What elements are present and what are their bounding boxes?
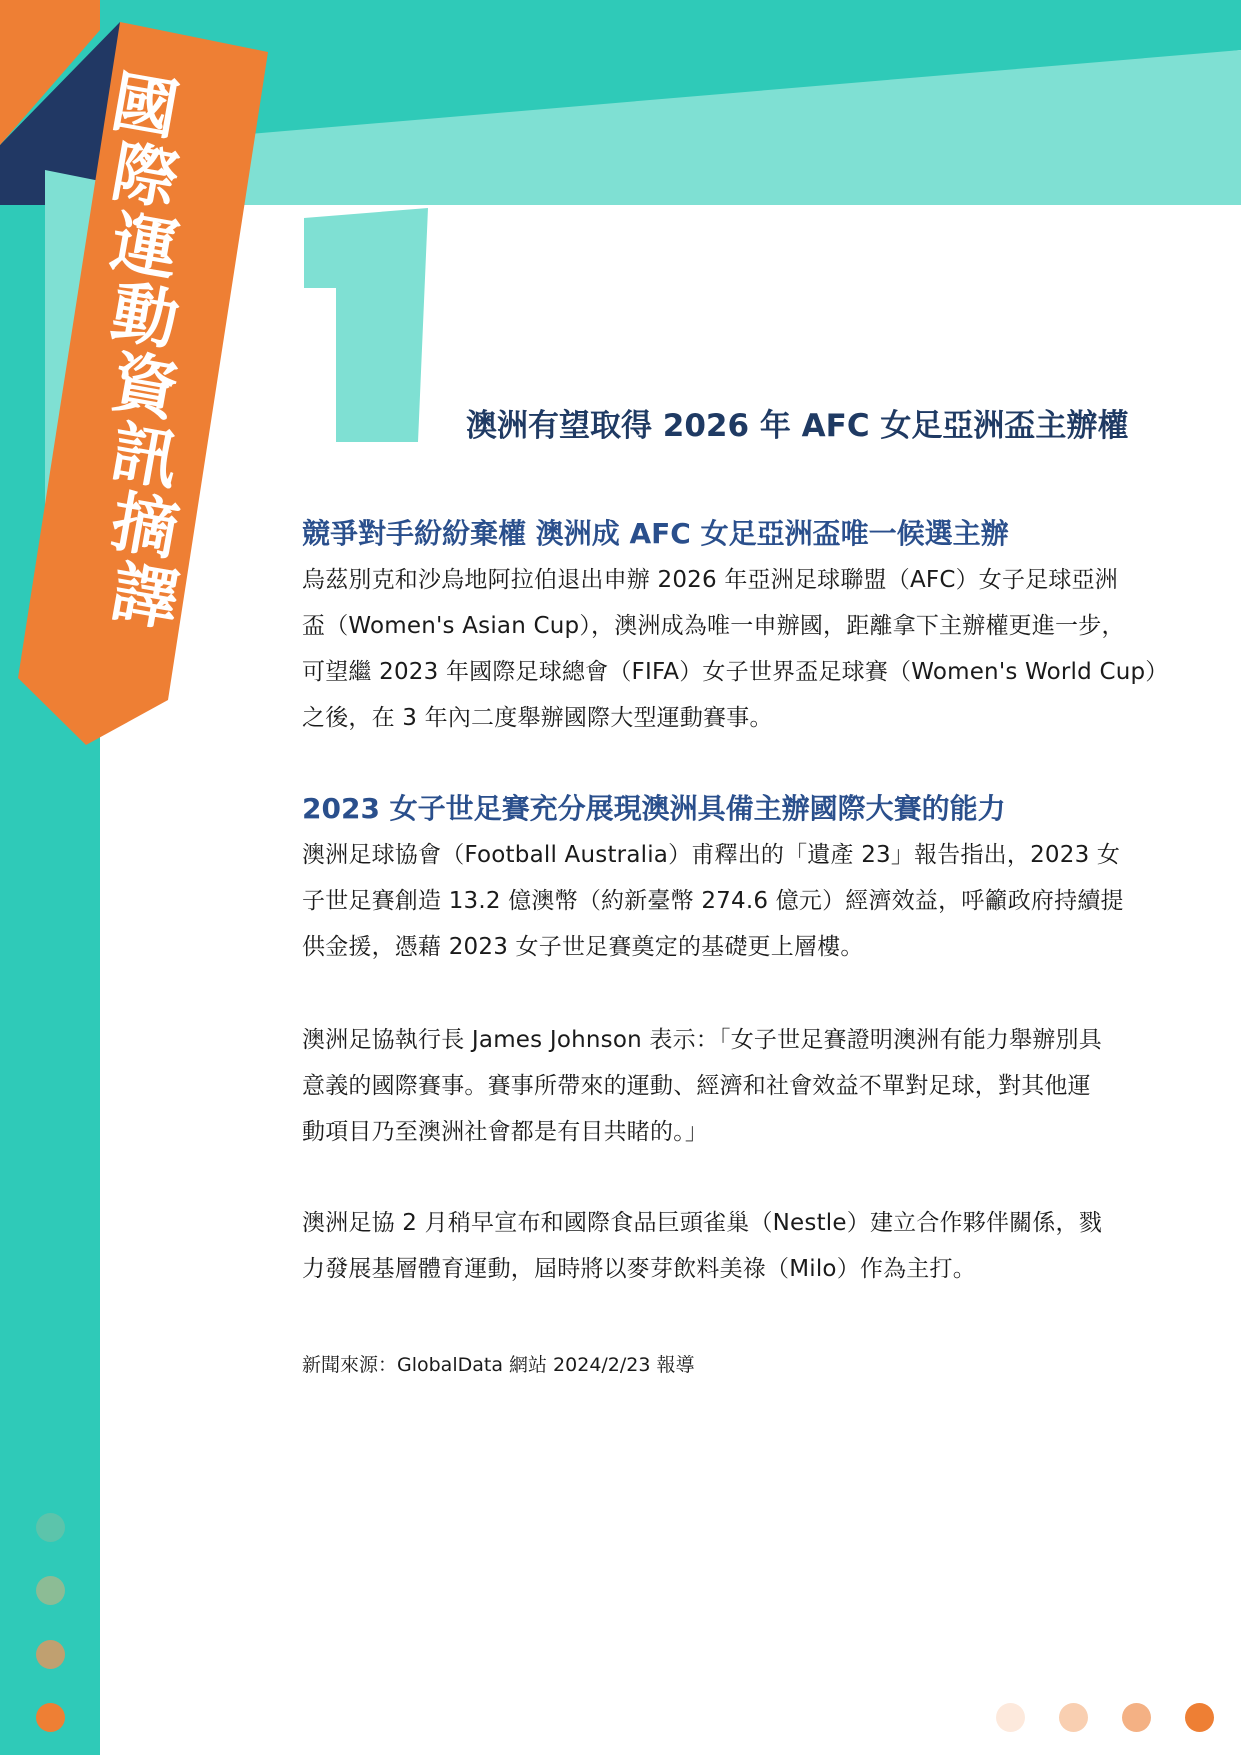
text-line: 澳洲足協執行長 James Johnson 表示：「女子世足賽證明澳洲有能力舉辦別具 — [302, 1027, 1102, 1053]
text-line: 澳洲足協 2 月稍早宣布和國際食品巨頭雀巢（Nestle）建立合作夥伴關係，戮 — [302, 1210, 1102, 1236]
left-dot-1 — [36, 1513, 65, 1542]
text-line: 澳洲足球協會（Football Australia）甫釋出的「遺產 23」報告指出，2023 女 — [302, 842, 1121, 868]
text-line: 動項目乃至澳洲社會都是有目共睹的。」 — [302, 1119, 709, 1145]
banner-char: 譯 — [105, 552, 185, 641]
text-line: 供金援，憑藉 2023 女子世足賽奠定的基礎更上層樓。 — [302, 934, 864, 960]
banner-char: 國 — [105, 62, 185, 151]
big-number-one — [304, 208, 428, 442]
article-title: 澳洲有望取得 2026 年 AFC 女足亞洲盃主辦權 — [466, 408, 1129, 444]
banner-char: 摘 — [105, 482, 185, 571]
banner-char: 訊 — [105, 412, 185, 501]
left-dot-4 — [36, 1703, 65, 1732]
section-1 — [302, 512, 1169, 741]
banner-char: 際 — [105, 132, 185, 221]
section-heading: 2023 女子世足賽充分展現澳洲具備主辦國際大賽的能力 — [302, 792, 1006, 825]
text-line: 意義的國際賽事。賽事所帶來的運動、經濟和社會效益不單對足球，對其他運 — [302, 1073, 1091, 1099]
banner-char: 運 — [105, 202, 185, 291]
paragraph-quote — [302, 1017, 1160, 1155]
bottom-dot-1 — [996, 1703, 1025, 1732]
paragraph-sponsor — [302, 1200, 1160, 1292]
section-heading: 競爭對手紛紛棄權 澳洲成 AFC 女足亞洲盃唯一候選主辦 — [302, 517, 1009, 550]
bottom-dot-3 — [1122, 1703, 1151, 1732]
text-line: 烏茲別克和沙烏地阿拉伯退出申辦 2026 年亞洲足球聯盟（AFC）女子足球亞洲 — [302, 567, 1118, 593]
bottom-dot-4 — [1185, 1703, 1214, 1732]
left-dot-3 — [36, 1640, 65, 1669]
banner-char: 動 — [105, 272, 185, 361]
text-line: 盃（Women's Asian Cup），澳洲成為唯一申辦國，距離拿下主辦權更進一步， — [302, 613, 1125, 639]
section-2 — [302, 787, 1160, 970]
banner-char: 資 — [105, 342, 185, 431]
text-line: 可望繼 2023 年國際足球總會（FIFA）女子世界盃足球賽（Women's World Cup） — [302, 659, 1169, 685]
text-line: 之後，在 3 年內二度舉辦國際大型運動賽事。 — [302, 705, 773, 731]
text-line: 力發展基層體育運動，屆時將以麥芽飲料美祿（Milo）作為主打。 — [302, 1256, 976, 1282]
bottom-dot-2 — [1059, 1703, 1088, 1732]
banner-title — [70, 62, 220, 641]
left-dot-2 — [36, 1576, 65, 1605]
news-source: 新聞來源：GlobalData 網站 2024/2/23 報導 — [302, 1354, 695, 1376]
section-body — [302, 557, 1169, 741]
section-body — [302, 832, 1160, 970]
text-line: 子世足賽創造 13.2 億澳幣（約新臺幣 274.6 億元）經濟效益，呼籲政府持續提 — [302, 888, 1124, 914]
